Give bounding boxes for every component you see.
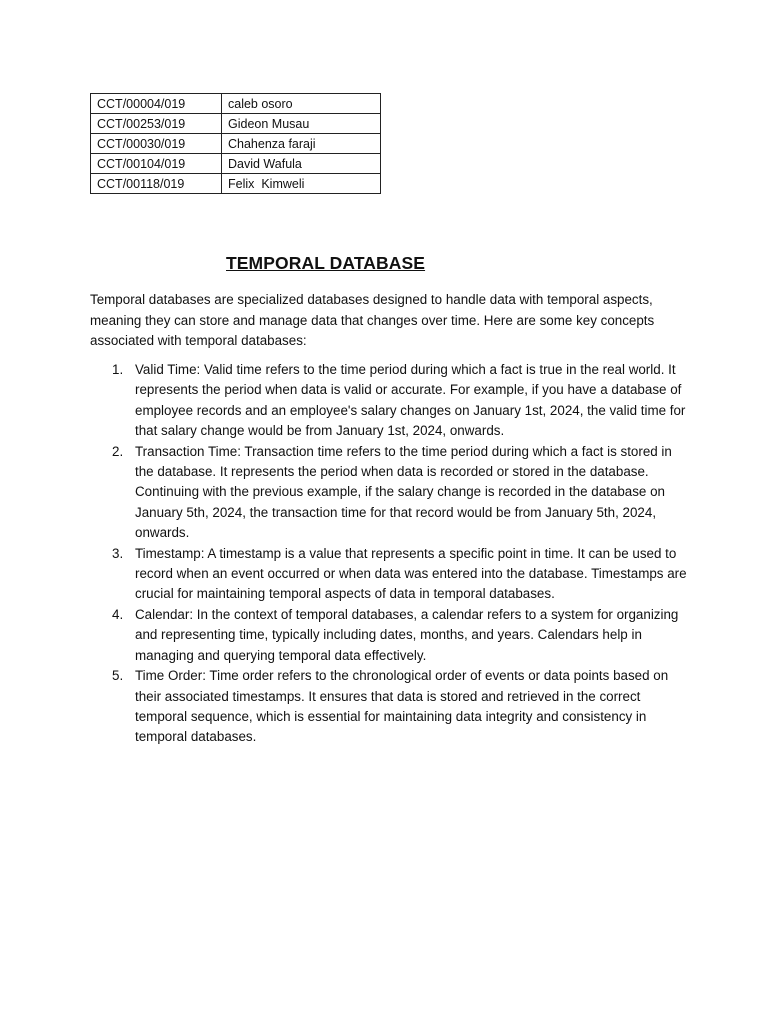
- table-row: [91, 154, 381, 174]
- list-item-number: 4.: [112, 606, 124, 622]
- list-item: [90, 544, 690, 605]
- table-row: [91, 174, 381, 194]
- list-item-text: Time Order: Time order refers to the chronological order of events or data points based on their associated timestamps. It ensures that data is stored and retrieved in the correct temporal sequence, which is essential for maintaining data integrity and consistency in temporal databases.: [135, 668, 669, 745]
- registration-number-cell: CCT/00030/019: [91, 134, 222, 154]
- members-table: [90, 93, 381, 194]
- table-row: [91, 134, 381, 154]
- list-item-text: Transaction Time: Transaction time refers to the time period during which a fact is stored in the database. It represents the period when data is recorded or stored in the database. Continuing with the previous example, if the salary change is recorded in the database on January 5th, 2024, the transaction time for that record would be from January 5th, 2024, onwards.: [135, 443, 672, 541]
- list-item: [90, 605, 690, 666]
- table-row: [91, 114, 381, 134]
- list-item-number: 5.: [112, 668, 124, 684]
- list-item-number: 1.: [112, 362, 124, 377]
- registration-number-cell: CCT/00253/019: [91, 114, 222, 134]
- member-name-cell: Felix Kimweli: [222, 174, 381, 194]
- list-item-text: Calendar: In the context of temporal databases, a calendar refers to a system for organizing and representing time, typically including dates, months, and years. Calendars help in managing and querying temporal data effectively.: [135, 606, 679, 663]
- list-item-number: 2.: [112, 443, 124, 459]
- member-name-cell: caleb osoro: [222, 94, 381, 114]
- document-title: TEMPORAL DATABASE: [226, 253, 426, 273]
- member-name-cell: Chahenza faraji: [222, 134, 381, 154]
- member-name-cell: Gideon Musau: [222, 114, 381, 134]
- concepts-list: [90, 360, 690, 748]
- list-item-text: Valid Time: Valid time refers to the time period during which a fact is true in the real world. It represents the period when data is valid or accurate. For example, if you have a database of employee records and an employee's salary changes on January 1st, 2024, the valid time for that salary change would be from January 1st, 2024, onwards.: [135, 362, 686, 439]
- intro-paragraph: Temporal databases are specialized databases designed to handle data with temporal aspects, meaning they can store and manage data that changes over time. Here are some key concepts associated with temporal databases:: [90, 292, 655, 348]
- registration-number-cell: CCT/00118/019: [91, 174, 222, 194]
- list-item-text: Timestamp: A timestamp is a value that represents a specific point in time. It can be used to record when an event occurred or when data was entered into the database. Timestamps are crucial for maintaining temporal aspects of data in temporal databases.: [135, 545, 687, 602]
- table-row: [91, 94, 381, 114]
- list-item: [90, 360, 690, 442]
- list-item-number: 3.: [112, 545, 124, 561]
- registration-number-cell: CCT/00104/019: [91, 154, 222, 174]
- registration-number-cell: CCT/00004/019: [91, 94, 222, 114]
- member-name-cell: David Wafula: [222, 154, 381, 174]
- list-item: [90, 666, 690, 748]
- list-item: [90, 442, 690, 544]
